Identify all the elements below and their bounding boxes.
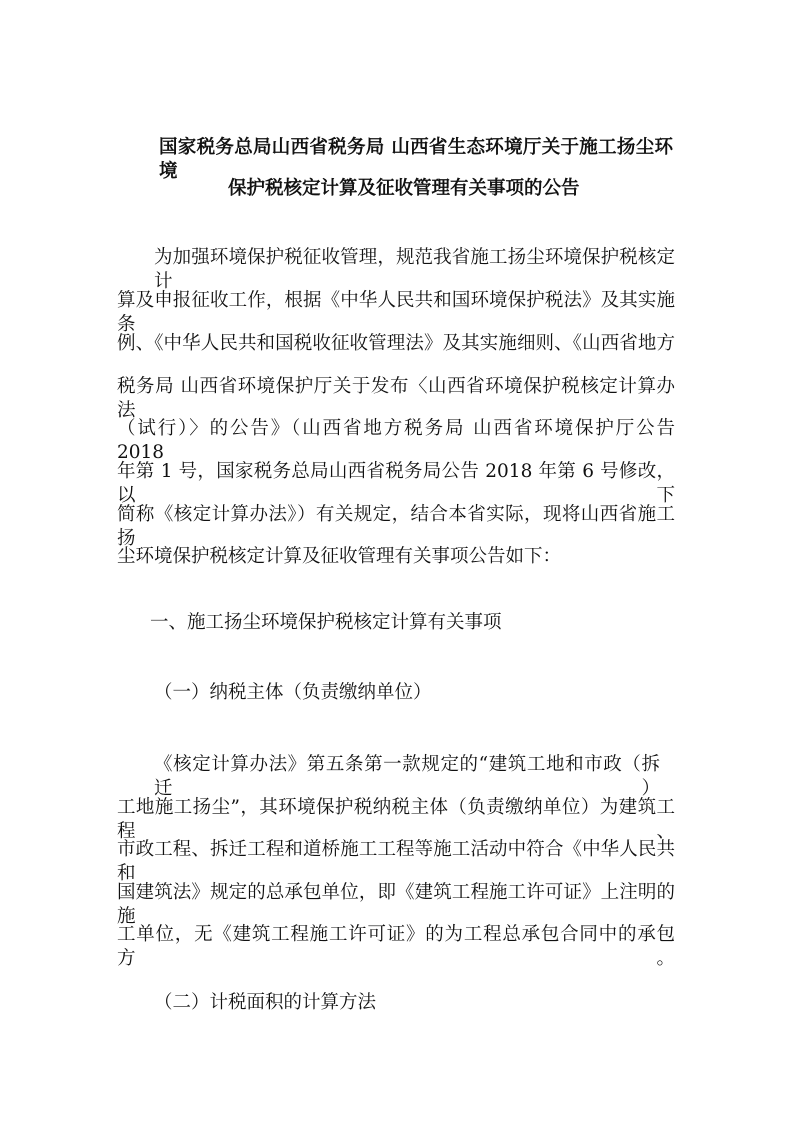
document-title-line-1: 国家税务总局山西省税务局 山西省生态环境厅关于施工扬尘环境 — [159, 137, 673, 182]
section-heading-1: 一、施工扬尘环境保护税核定计算有关事项 — [150, 612, 502, 633]
subsection-heading-1: （一）纳税主体（负责缴纳单位） — [154, 682, 432, 703]
subsection-paragraph-line: 市政工程、拆迁工程和道桥施工工程等施工活动中符合《中华人民共和 — [117, 839, 675, 884]
intro-paragraph-line: 税务局 山西省环境保护厅关于发布〈山西省环境保护税核定计算办法 — [117, 376, 675, 421]
intro-paragraph-line: 年第 1 号，国家税务总局山西省税务局公告 2018 年第 6 号修改，以下 — [117, 461, 675, 506]
intro-paragraph-line: （试行）〉的公告》（山西省地方税务局 山西省环境保护厅公告 2018 — [117, 418, 675, 463]
subsection-paragraph-line: 国建筑法》规定的总承包单位，即《建筑工程施工许可证》上注明的施 — [117, 882, 675, 927]
subsection-heading-2: （二）计税面积的计算方法 — [154, 992, 377, 1013]
subsection-paragraph-line: 《核定计算办法》第五条第一款规定的“建筑工地和市政（拆迁） — [154, 754, 660, 799]
intro-paragraph-line: 为加强环境保护税征收管理，规范我省施工扬尘环境保护税核定计 — [154, 247, 675, 292]
intro-paragraph-line: 简称《核定计算办法》）有关规定，结合本省实际，现将山西省施工扬 — [117, 504, 675, 549]
subsection-paragraph-line: 工单位，无《建筑工程施工许可证》的为工程总承包合同中的承包方。 — [117, 924, 675, 969]
intro-paragraph-line: 例、《中华人民共和国税收征收管理法》及其实施细则、《山西省地方 — [117, 333, 675, 354]
document-title-line-2: 保护税核定计算及征收管理有关事项的公告 — [228, 178, 580, 199]
intro-paragraph-line: 尘环境保护税核定计算及征收管理有关事项公告如下： — [117, 546, 562, 567]
intro-paragraph-line: 算及申报征收工作，根据《中华人民共和国环境保护税法》及其实施条 — [117, 290, 675, 335]
subsection-paragraph-line: 工地施工扬尘”，其环境保护税纳税主体（负责缴纳单位）为建筑工程、 — [117, 797, 675, 842]
